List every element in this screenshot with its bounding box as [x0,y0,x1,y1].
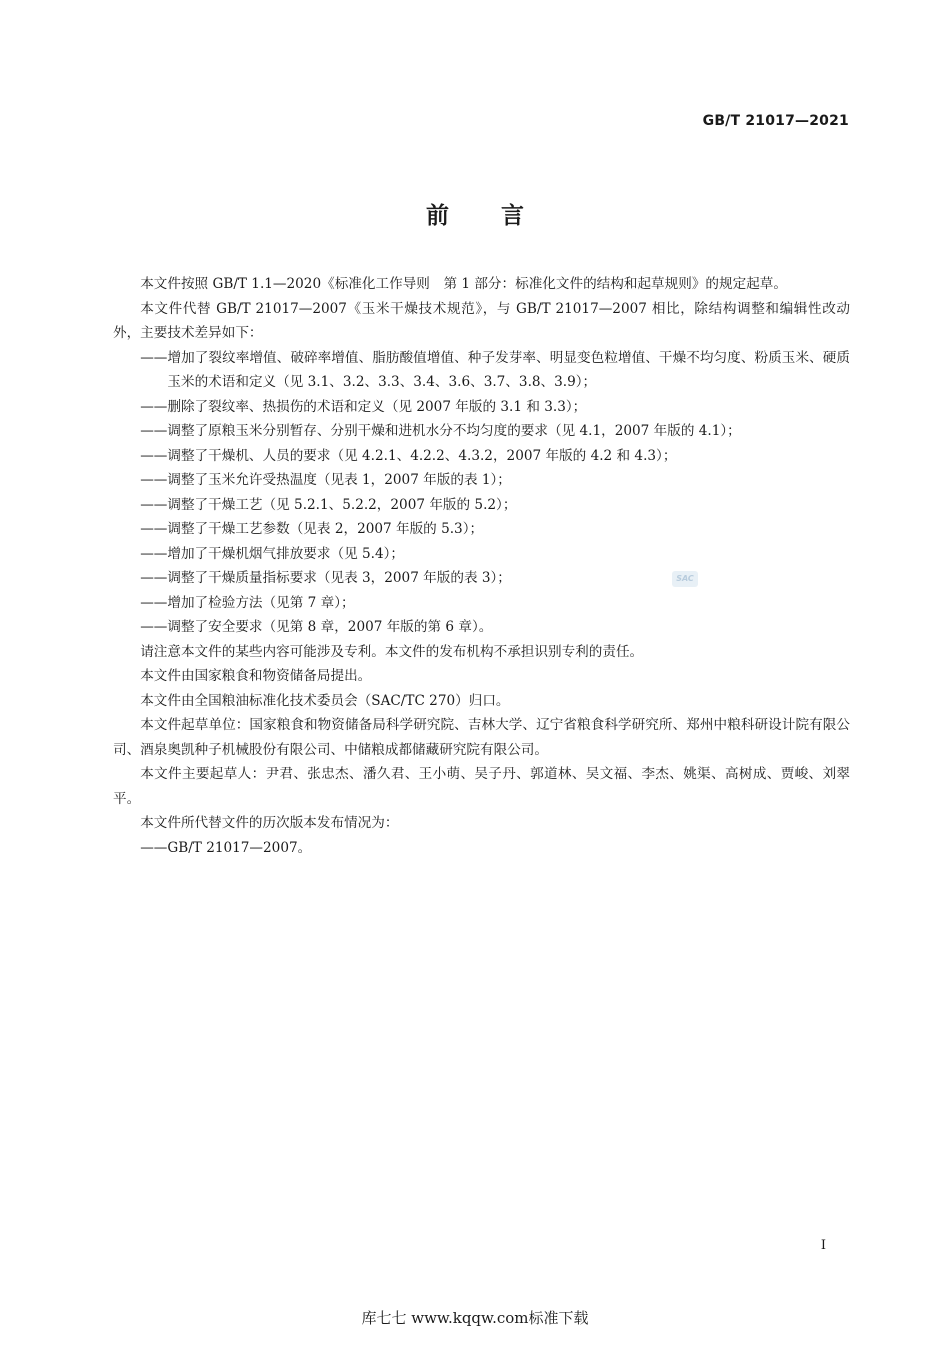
sac-watermark-icon: SAC [672,571,698,587]
paragraph-drafting-rules: 本文件按照 GB/T 1.1—2020《标准化工作导则 第 1 部分：标准化文件的结构和起草规则》的规定起草。 [140,276,787,292]
title-char-1: 前 [426,203,449,229]
foreword-body [113,272,850,860]
change-item: ——调整了原粮玉米分别暂存、分别干燥和进机水分不均匀度的要求（见 4.1，2007 年版的 4.1）； [140,423,741,439]
paragraph-patent-notice: 请注意本文件的某些内容可能涉及专利。本文件的发布机构不承担识别专利的责任。 [140,643,644,660]
change-item: ——调整了干燥工艺参数（见表 2，2007 年版的 5.3）； [140,521,484,537]
paragraph-proposer: 本文件由国家粮食和物资储备局提出。 [140,668,372,684]
paragraph-history-intro: 本文件所代替文件的历次版本发布情况为： [140,815,399,831]
paragraph-drafting-units: 本文件起草单位：国家粮食和物资储备局科学研究院、吉林大学、辽宁省粮食科学研究所、郑州中粮科研设计院有限公司、酒泉奥凯种子机械股份有限公司、中储粮成都储藏研究院有限公司。 [113,717,850,758]
page-title [0,197,950,230]
paragraph-replacement: 本文件代替 GB/T 21017—2007《玉米干燥技术规范》，与 GB/T 21017—2007 相比，除结构调整和编辑性改动外，主要技术差异如下： [113,300,850,341]
paragraph-drafters: 本文件主要起草人：尹君、张忠杰、潘久君、王小萌、吴子丹、郭道林、吴文福、李杰、姚渠、高树成、贾峻、刘翠平。 [113,766,850,807]
change-item: ——增加了检验方法（见第 7 章）； [140,594,355,611]
change-item: ——调整了干燥质量指标要求（见表 3，2007 年版的表 3）； [140,570,511,586]
change-item: ——调整了安全要求（见第 8 章，2007 年版的第 6 章）。 [140,619,493,635]
history-item: ——GB/T 21017—2007。 [140,839,312,856]
change-item: ——调整了干燥机、人员的要求（见 4.2.1、4.2.2、4.3.2，2007 年版的 4.2 和 4.3）； [140,447,677,464]
change-item: ——删除了裂纹率、热损伤的术语和定义（见 2007 年版的 3.1 和 3.3）； [140,398,587,415]
page-number: I [820,1238,826,1253]
standard-code: GB/T 21017—2021 [702,113,849,129]
change-item: ——调整了干燥工艺（见 5.2.1、5.2.2，2007 年版的 5.2）； [140,496,517,513]
change-item: ——增加了干燥机烟气排放要求（见 5.4）； [140,545,405,562]
title-char-2: 言 [501,203,524,229]
footer-source: 库七七 www.kqqw.com标准下载 [361,1309,589,1327]
change-item: ——增加了裂纹率增值、破碎率增值、脂肪酸值增值、种子发芽率、明显变色粒增值、干燥不均匀度、粉质玉米、硬质玉米的术语和定义（见 3.1、3.2、3.3、3.4、3.6、3.7、3.8、3.9）； [140,349,850,390]
paragraph-committee: 本文件由全国粮油标准化技术委员会（SAC/TC 270）归口。 [140,692,510,709]
change-item: ——调整了玉米允许受热温度（见表 1，2007 年版的表 1）； [140,472,511,488]
